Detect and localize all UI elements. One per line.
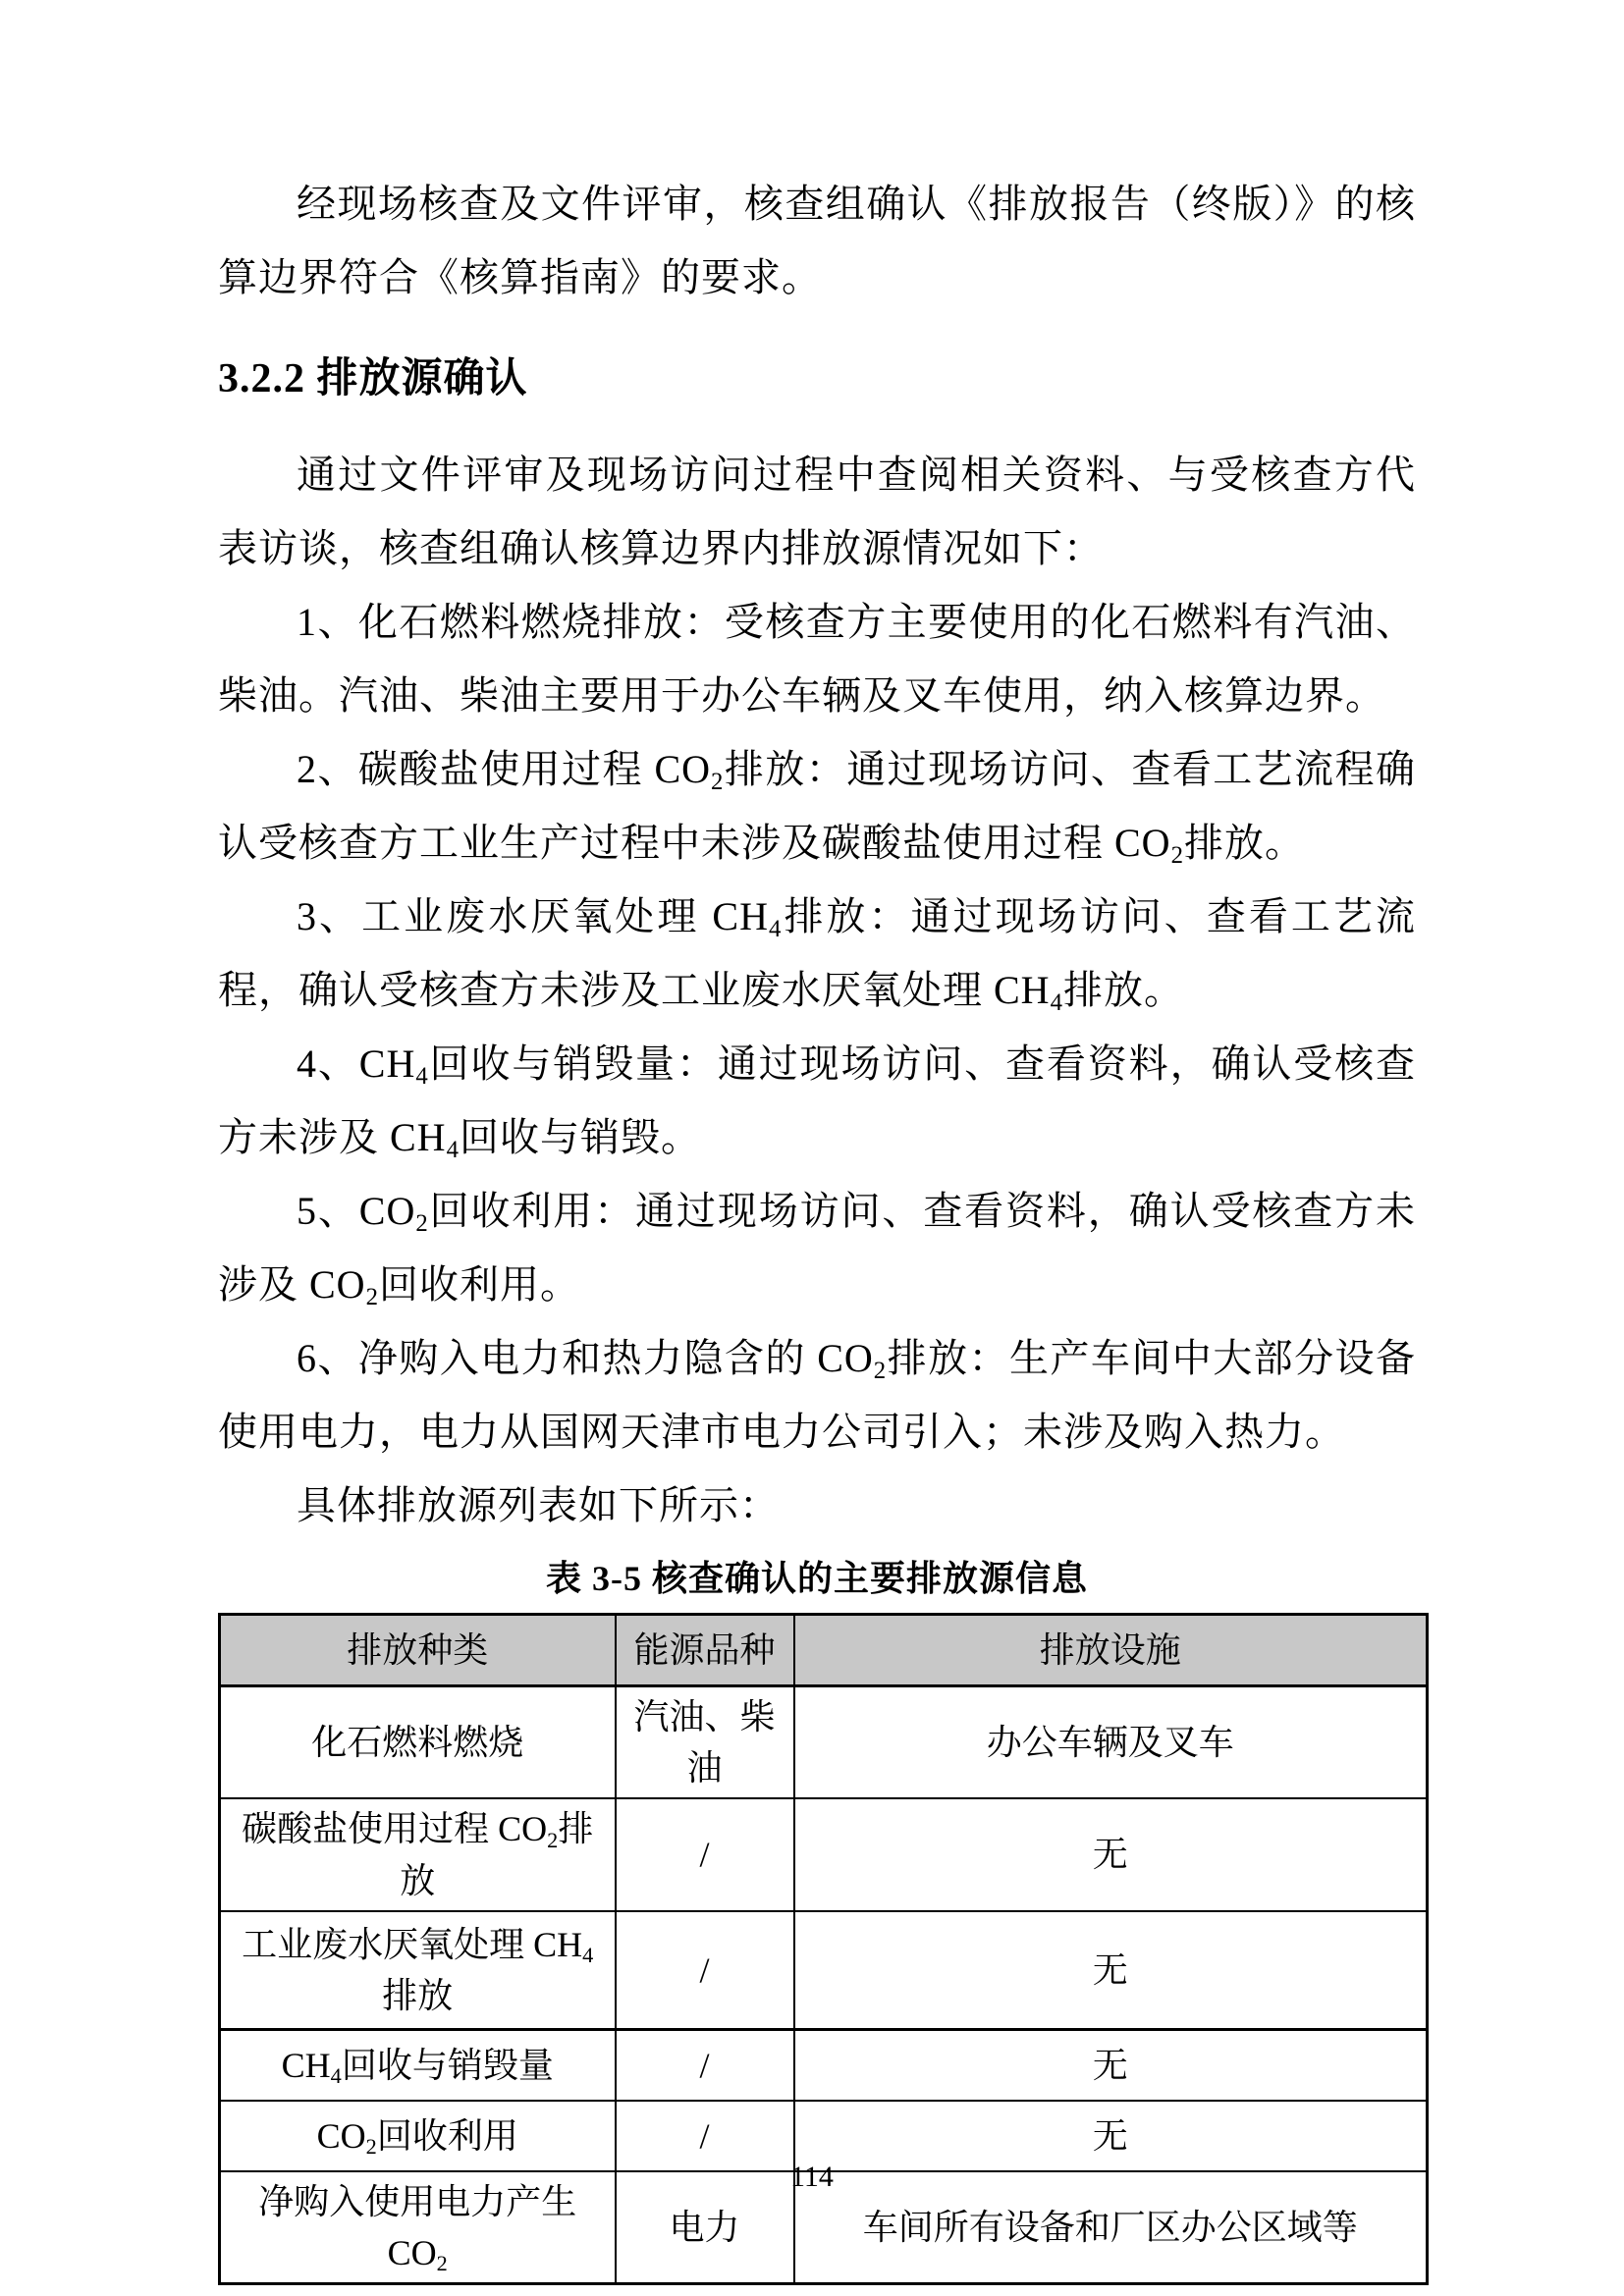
cell-energy-type: 汽油、柴油: [616, 1686, 794, 1799]
cell-facility: 无: [794, 1911, 1428, 2030]
cell-energy-type: /: [616, 1798, 794, 1910]
table-header-row: [220, 1615, 1428, 1686]
cell-emission-type: 碳酸盐使用过程 $CO_2$排放: [220, 1798, 616, 1910]
cell-emission-type: $CO_2$回收利用: [220, 2101, 616, 2171]
table-row: [220, 1911, 1428, 2030]
cell-energy-type: /: [616, 2101, 794, 2171]
table-row: [220, 1686, 1428, 1799]
document-content: [218, 167, 1416, 2285]
cell-facility: 无: [794, 1798, 1428, 1910]
cell-energy-type: /: [616, 1911, 794, 2030]
cell-emission-type: $CH_4$回收与销毁量: [220, 2029, 616, 2101]
emission-item-1: 1、化石燃料燃烧排放：受核查方主要使用的化石燃料有汽油、柴油。汽油、柴油主要用于办公车辆及叉车使用，纳入核算边界。: [218, 600, 1416, 718]
emission-item-4: 4、$CH_4$回收与销毁量：通过现场访问、查看资料，确认受核查方未涉及 $CH_4$回收与销毁。: [218, 1041, 1416, 1163]
cell-facility: 办公车辆及叉车: [794, 1686, 1428, 1799]
page-number: 114: [790, 2161, 834, 2193]
section-heading: 3.2.2 排放源确认: [218, 356, 528, 401]
header-cell-facility: 排放设施: [794, 1615, 1428, 1686]
cell-facility: 无: [794, 2029, 1428, 2101]
cell-facility: 无: [794, 2101, 1428, 2171]
cell-energy-type: 电力: [616, 2171, 794, 2284]
cell-facility: 车间所有设备和厂区办公区域等: [794, 2171, 1428, 2284]
table-intro-paragraph: 具体排放源列表如下所示：: [297, 1483, 780, 1527]
table-caption: 表 3-5 核查确认的主要排放源信息: [546, 1559, 1088, 1598]
cell-emission-type: 化石燃料燃烧: [220, 1686, 616, 1799]
emission-item-3: 3、工业废水厌氧处理 $CH_4$排放：通过现场访问、查看工艺流程，确认受核查方未涉及工业废水厌氧处理 $CH_4$排放。: [218, 894, 1416, 1016]
header-cell-emission-type: 排放种类: [220, 1615, 616, 1686]
intro-paragraph: 经现场核查及文件评审，核查组确认《排放报告（终版）》的核算边界符合《核算指南》的要求。: [218, 182, 1416, 299]
emission-item-5: 5、$CO_2$回收利用：通过现场访问、查看资料，确认受核查方未涉及 $CO_2$回收利用。: [218, 1189, 1416, 1310]
table-row: [220, 1798, 1428, 1910]
sources-intro-paragraph: 通过文件评审及现场访问过程中查阅相关资料、与受核查方代表访谈，核查组确认核算边界内排放源情况如下：: [218, 453, 1416, 570]
cell-emission-type: 工业废水厌氧处理 $CH_4$排放: [220, 1911, 616, 2030]
cell-energy-type: /: [616, 2029, 794, 2101]
emission-item-6: 6、净购入电力和热力隐含的 $CO_2$排放：生产车间中大部分设备使用电力，电力从国网天津市电力公司引入；未涉及购入热力。: [218, 1336, 1416, 1454]
table-row: [220, 2029, 1428, 2101]
emission-item-2: 2、碳酸盐使用过程 $CO_2$排放：通过现场访问、查看工艺流程确认受核查方工业生产过程中未涉及碳酸盐使用过程 $CO_2$排放。: [218, 747, 1417, 869]
header-cell-energy-type: 能源品种: [616, 1615, 794, 1686]
cell-emission-type: 净购入使用电力产生 $CO_2$: [220, 2171, 616, 2284]
